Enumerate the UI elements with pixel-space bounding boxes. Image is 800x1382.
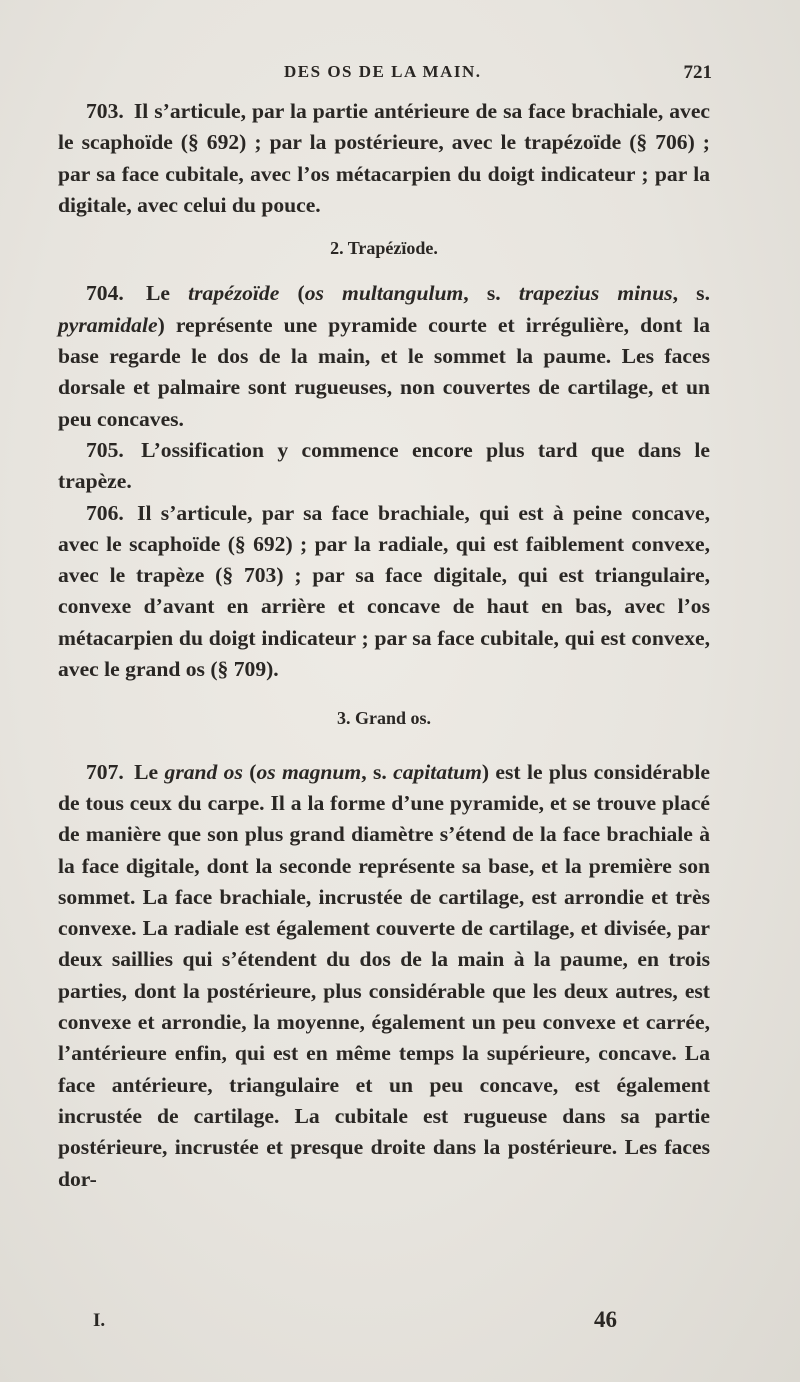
running-title: DES OS DE LA MAIN.: [284, 62, 482, 81]
text-run: ) est le plus considérable de tous ceux du carpe. Il a la forme d’une pyramide, et se trouve placé de manière que son plus grand diamètre s’étend de la face brachiale à la face digitale, dont la seconde représente sa base, et la première son sommet. La face brachiale, incrustée de cartilage, est arrondie et très convexe. La radiale est également couverte de cartilage, et divisée, par deux saillies qui s’étendent du dos de la main à la paume, en trois parties, dont la postérieure, plus considérable que les deux autres, est convexe et arrondie, la moyenne, également un peu convexe et carrée, l’antérieure enfin, qui est en même temps la supérieure, concave. La face antérieure, triangulaire et un peu concave, est également incrustée de cartilage. La cubitale est rugueuse dans sa partie postérieure, incrustée et presque droite dans la postérieure. Les faces dor-: [58, 759, 711, 1191]
paragraph-number: 707.: [86, 759, 124, 784]
paragraph-text: Il s’articule, par la partie antérieure de sa face brachiale, avec le scaphoïde (§ 692) ; par la postérieure, avec le trapézoïde (§ 706) ; par sa face cubitale, avec l’os métacarpien du doigt indicateur ; par la digitale, avec celui du pouce.: [58, 99, 710, 217]
paragraph-707: [58, 757, 710, 1195]
paragraph-number: 706.: [86, 500, 124, 525]
paragraph-text: L’ossification y commence encore plus tard que dans le trapèze.: [58, 437, 710, 494]
latin-name: trapezius minus: [518, 281, 673, 306]
paragraph-text: Il s’articule, par sa face brachiale, qui est à peine concave, avec le scaphoïde (§ 692) ; par la radiale, qui est faiblement convexe, avec le trapèze (§ 703) ; par sa face digitale, qui est triangulaire, convexe d’avant en arrière et concave de haut en bas, avec l’os métacarpien du doigt indicateur ; par sa face cubitale, qui est convexe, avec le grand os (§ 709).: [58, 500, 710, 682]
paragraph-number: 704.: [86, 281, 124, 306]
paragraph-704: [58, 278, 710, 434]
paragraph-number: 703.: [86, 99, 124, 123]
text-run: Le: [134, 759, 159, 784]
term-trapezoide: trapézoïde: [188, 281, 280, 306]
text-run: , s.: [361, 759, 387, 784]
paragraph-705: [58, 435, 710, 498]
latin-name: os multangulum: [304, 281, 464, 306]
latin-name: capitatum: [393, 759, 482, 784]
page-number: 721: [683, 62, 712, 83]
page-header: [0, 62, 800, 92]
text-run: , s.: [672, 281, 710, 306]
section-heading-trapezoide: 2. Trapézïode.: [330, 238, 438, 259]
paragraph-number: 705.: [86, 437, 124, 462]
text-run: Le: [145, 281, 170, 306]
text-run: (: [297, 281, 305, 306]
text-run: ) représente une pyramide courte et irrégulière, dont la base regarde le dos de la main, et le sommet la paume. Les faces dorsale et palmaire sont rugueuses, non couvertes de cartilage, et un peu concaves.: [58, 312, 710, 431]
paragraph-703: [58, 96, 710, 221]
text-run: , s.: [463, 281, 501, 306]
section-heading-grand-os: 3. Grand os.: [336, 708, 432, 729]
gathering-number: 46: [594, 1307, 617, 1332]
paragraph-706: [58, 498, 710, 686]
latin-name: pyramidale: [58, 312, 158, 337]
term-grand-os: grand os: [164, 759, 243, 784]
text-run: (: [249, 759, 257, 784]
signature-mark: I.: [93, 1310, 106, 1331]
latin-name: os magnum: [256, 759, 362, 784]
body-text: [58, 96, 710, 1195]
page-footer: [0, 1307, 800, 1344]
